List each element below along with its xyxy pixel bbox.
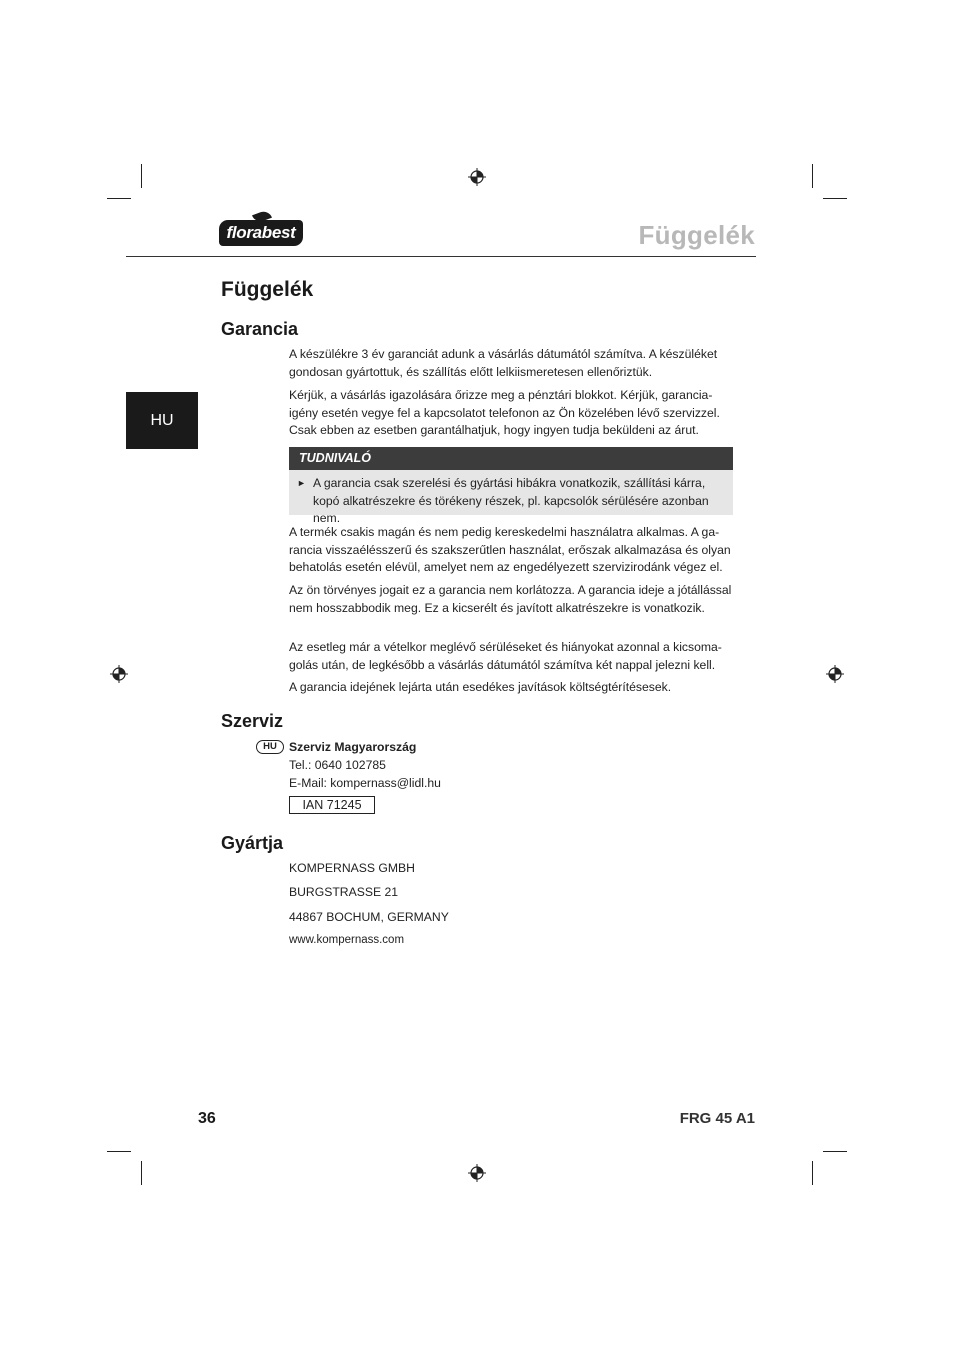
model-number: FRG 45 A1 bbox=[679, 1110, 755, 1127]
notice-box bbox=[289, 470, 733, 526]
registration-mark-icon bbox=[468, 1164, 486, 1182]
address-line: BURGSTRASSE 21 bbox=[289, 885, 399, 899]
registration-mark-icon bbox=[826, 665, 844, 683]
service-phone: Tel.: 0640 102785 bbox=[289, 758, 386, 772]
address-line: KOMPERNASS GMBH bbox=[289, 861, 415, 875]
notice-label: TUDNIVALÓ bbox=[289, 447, 733, 470]
header-divider bbox=[126, 256, 756, 257]
crop-mark bbox=[823, 198, 847, 199]
registration-mark-icon bbox=[110, 665, 128, 683]
service-email: E-Mail: kompernass@lidl.hu bbox=[289, 776, 441, 790]
paragraph: Kérjük, a vásárlás igazolására őrizze meg a pénztári blokkot. Kérjük, garancia-igény esetén vegye fel a kapcsolatot telefonon az Ön közelében lévő szervizzel. Csak ebben az esetben garantálhatjuk, hogy ingyen tudja beküldeni az árut. bbox=[289, 388, 720, 438]
crop-mark bbox=[141, 164, 142, 188]
crop-mark bbox=[812, 1161, 813, 1185]
paragraph: Az ön törvényes jogait ez a garancia nem korlátozza. A garancia ideje a jótállással nem hosszabbodik meg. Ez a kicserélt és javított alkatrészekre is vonatkozik. bbox=[289, 583, 732, 615]
website-link[interactable]: www.kompernass.com bbox=[289, 934, 405, 946]
notice-text: A garancia csak szerelési és gyártási hibákra vonatkozik, szállítási kárra, kopó alkatrészekre és törékeny részek, pl. kapcsolók sérülésére azonban nem. bbox=[313, 476, 709, 526]
section-heading-gyartja: Gyártja bbox=[221, 833, 284, 853]
crop-mark bbox=[107, 1151, 131, 1152]
paragraph: A termék csakis magán és nem pedig kereskedelmi használatra alkalmas. A ga-rancia visszaélésszerű és szakszerűtlen használat, erőszak alkalmazása és olyan behatolás esetén elévül, amelyet nem az engedélyezett szervizirodánk végez el. bbox=[289, 525, 731, 575]
crop-mark bbox=[107, 198, 131, 199]
paragraph: A garancia idejének lejárta után esedékes javítások költségtérítésesek. bbox=[289, 680, 672, 694]
header-title: Függelék bbox=[638, 220, 755, 250]
crop-mark bbox=[141, 1161, 142, 1185]
page-number: 36 bbox=[198, 1110, 216, 1127]
country-badge: HU bbox=[256, 740, 284, 754]
brand-logo: florabest bbox=[219, 220, 303, 246]
page-title: Függelék bbox=[221, 278, 314, 301]
crop-mark bbox=[823, 1151, 847, 1152]
ian-box: IAN 71245 bbox=[289, 796, 375, 814]
crop-mark bbox=[812, 164, 813, 188]
section-heading-garancia: Garancia bbox=[221, 319, 299, 339]
section-heading-szerviz: Szerviz bbox=[221, 711, 284, 731]
paragraph: Az esetleg már a vételkor meglévő sérüléseket és hiányokat azonnal a kicsoma-golás után, de legkésőbb a vásárlás dátumától számítva két nappal jelezni kell. bbox=[289, 640, 722, 672]
arrow-right-icon: ► bbox=[297, 478, 306, 488]
language-tab: HU bbox=[126, 392, 198, 449]
registration-mark-icon bbox=[468, 168, 486, 186]
paragraph: A készülékre 3 év garanciát adunk a vásárlás dátumától számítva. A készüléket gondosan gyártottuk, és szállítás előtt lelkiismeretesen ellenőriztük. bbox=[289, 347, 718, 379]
address-line: 44867 BOCHUM, GERMANY bbox=[289, 910, 449, 924]
service-name: Szerviz Magyarország bbox=[289, 740, 417, 754]
